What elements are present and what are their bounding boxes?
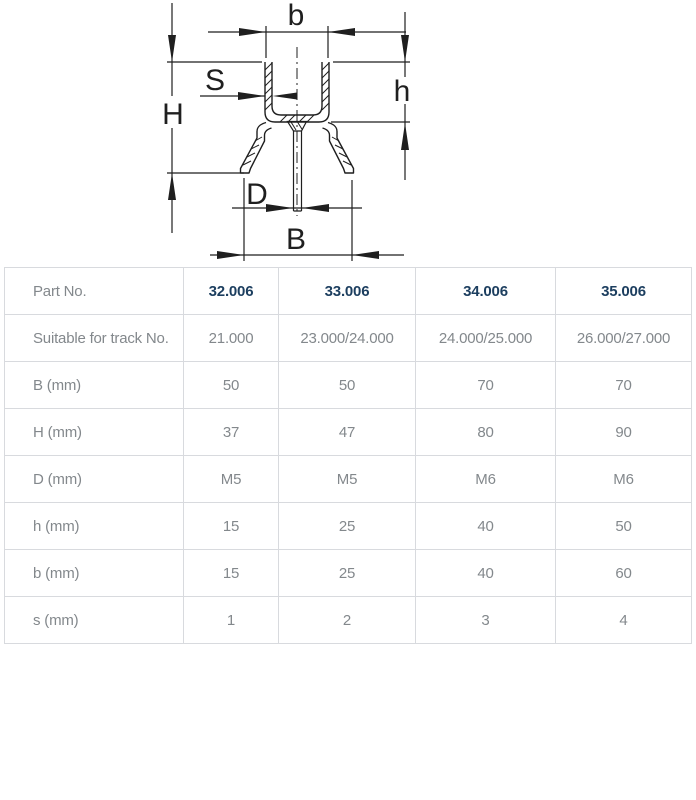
cell-value: M5 (279, 456, 416, 503)
row-label: Suitable for track No. (5, 315, 184, 362)
cell-value: 4 (556, 597, 692, 644)
row-label: Part No. (5, 268, 184, 315)
cell-value: 21.000 (184, 315, 279, 362)
table-row-H (5, 409, 692, 456)
row-label: B (mm) (5, 362, 184, 409)
cell-value: 2 (279, 597, 416, 644)
cell-value: M6 (416, 456, 556, 503)
part-number: 32.006 (184, 268, 279, 315)
row-label: D (mm) (5, 456, 184, 503)
cell-value: M6 (556, 456, 692, 503)
table-row-s (5, 597, 692, 644)
dim-label-D: D (246, 178, 268, 211)
cell-value: 25 (279, 503, 416, 550)
cell-value: 70 (416, 362, 556, 409)
cell-value: M5 (184, 456, 279, 503)
row-label: h (mm) (5, 503, 184, 550)
row-label: H (mm) (5, 409, 184, 456)
cell-value: 60 (556, 550, 692, 597)
cell-value: 80 (416, 409, 556, 456)
row-label: b (mm) (5, 550, 184, 597)
part-number: 34.006 (416, 268, 556, 315)
cell-value: 3 (416, 597, 556, 644)
table-row-b (5, 550, 692, 597)
table-row-track-no (5, 315, 692, 362)
table-row-D (5, 456, 692, 503)
dim-label-h: h (393, 75, 411, 108)
cell-value: 50 (279, 362, 416, 409)
dim-label-S: S (204, 64, 226, 97)
part-number: 35.006 (556, 268, 692, 315)
cell-value: 50 (556, 503, 692, 550)
cell-value: 15 (184, 550, 279, 597)
part-number: 33.006 (279, 268, 416, 315)
cell-value: 40 (416, 503, 556, 550)
cell-value: 90 (556, 409, 692, 456)
cell-value: 50 (184, 362, 279, 409)
dim-label-b: b (287, 0, 305, 32)
cell-value: 23.000/24.000 (279, 315, 416, 362)
cell-value: 70 (556, 362, 692, 409)
cell-value: 25 (279, 550, 416, 597)
cell-value: 37 (184, 409, 279, 456)
dim-label-B: B (285, 223, 307, 256)
cell-value: 1 (184, 597, 279, 644)
table-row-part-no (5, 268, 692, 315)
spec-table (4, 267, 692, 644)
table-row-B (5, 362, 692, 409)
table-row-h (5, 503, 692, 550)
cell-value: 24.000/25.000 (416, 315, 556, 362)
cell-value: 47 (279, 409, 416, 456)
cell-value: 26.000/27.000 (556, 315, 692, 362)
cell-value: 40 (416, 550, 556, 597)
technical-drawing (0, 0, 696, 265)
dim-label-H: H (162, 98, 184, 131)
cell-value: 15 (184, 503, 279, 550)
row-label: s (mm) (5, 597, 184, 644)
